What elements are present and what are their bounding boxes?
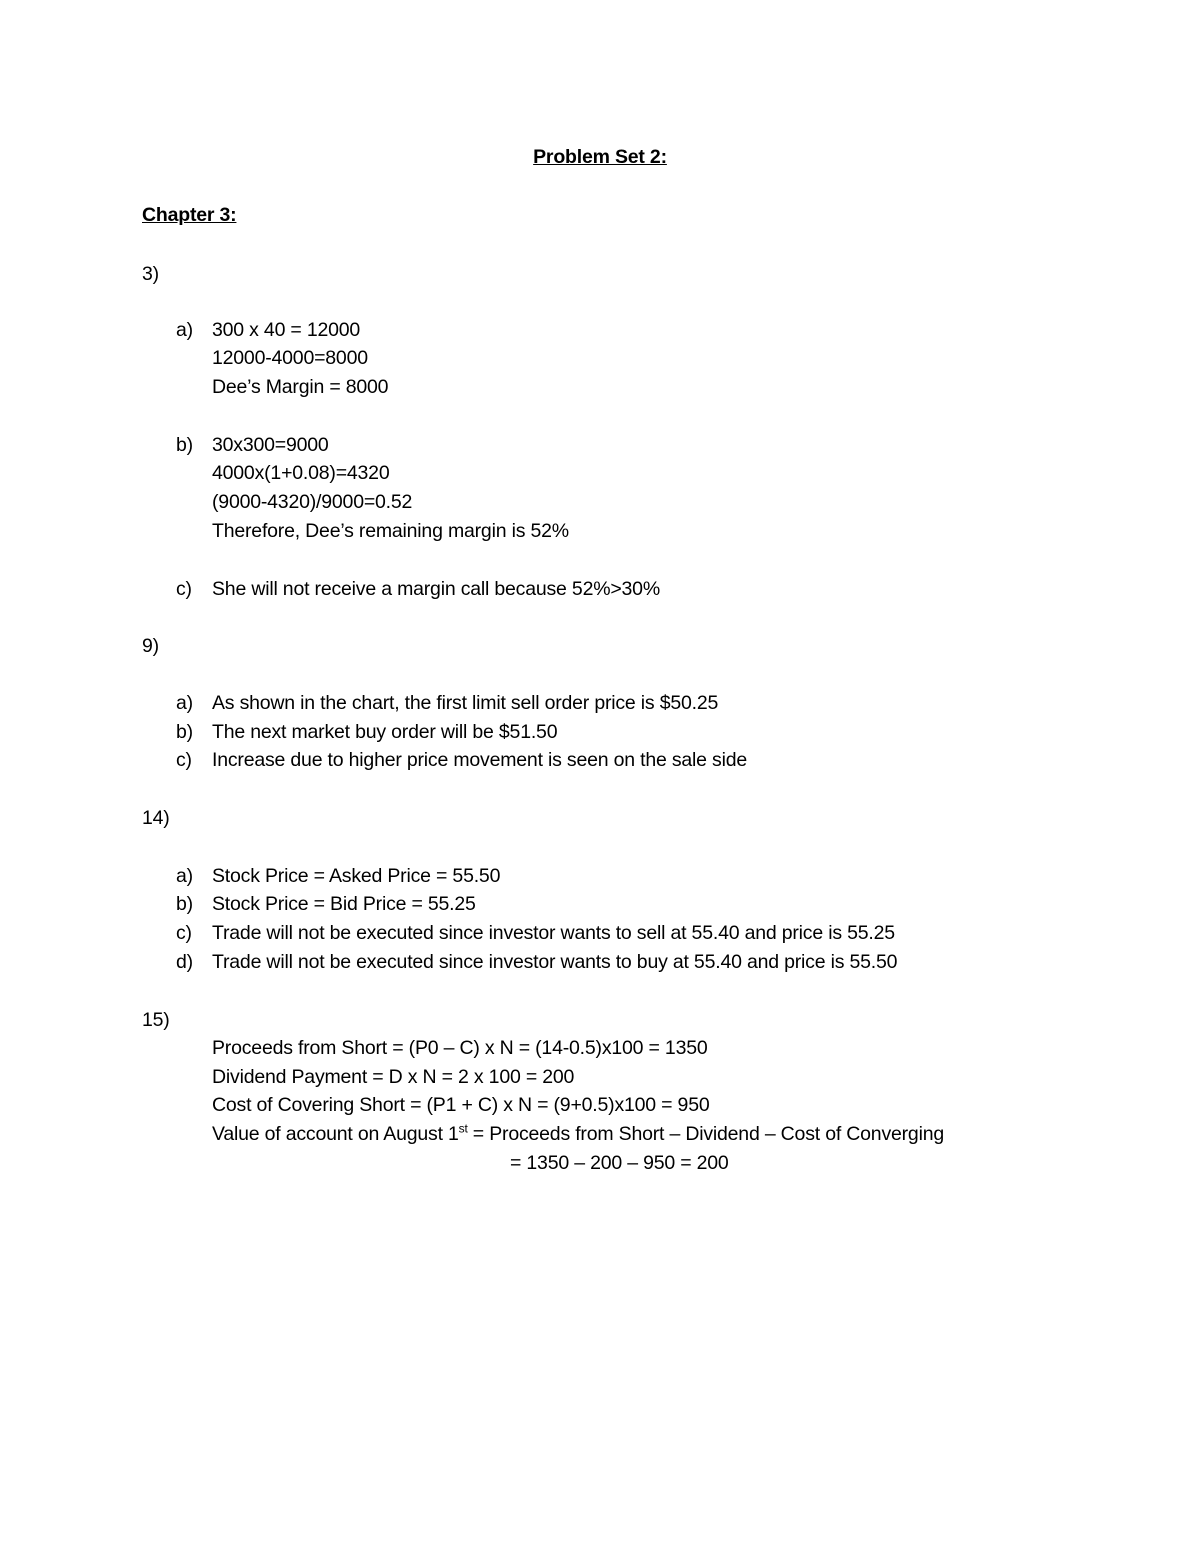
q14-item-text: Stock Price = Bid Price = 55.25 — [212, 893, 476, 915]
q14-item-text: Trade will not be executed since investor wants to sell at 55.40 and price is 55.25 — [212, 922, 895, 944]
q3-b-line: 30x300=9000 — [212, 434, 329, 456]
q15-value-suffix: = Proceeds from Short – Dividend – Cost of Converging — [467, 1123, 944, 1145]
q14-item-text: Trade will not be executed since investor wants to buy at 55.40 and price is 55.50 — [212, 951, 898, 973]
question-9-number: 9) — [142, 635, 159, 657]
q3-b-line: 4000x(1+0.08)=4320 — [212, 462, 390, 484]
q9-item-marker: c) — [176, 749, 192, 771]
q14-item-marker: d) — [176, 951, 193, 973]
q15-proceeds-line: Proceeds from Short = (P0 – C) x N = (14-0.5)x100 = 1350 — [212, 1037, 708, 1059]
q14-item-text: Stock Price = Asked Price = 55.50 — [212, 865, 501, 887]
q3-c-marker: c) — [176, 578, 192, 600]
q3-c-line: She will not receive a margin call because 52%>30% — [212, 578, 660, 600]
q9-item-text: The next market buy order will be $51.50 — [212, 721, 558, 743]
q3-a-marker: a) — [176, 319, 193, 341]
page-title: Problem Set 2: — [533, 146, 667, 168]
q14-item-marker: a) — [176, 865, 193, 887]
q15-value-result: = 1350 – 200 – 950 = 200 — [510, 1152, 729, 1174]
q9-item-marker: a) — [176, 692, 193, 714]
q14-item-marker: b) — [176, 893, 193, 915]
chapter-heading: Chapter 3: — [142, 204, 237, 226]
q15-value-superscript: st — [458, 1121, 468, 1136]
q3-a-line: 12000-4000=8000 — [212, 347, 368, 369]
q14-item-marker: c) — [176, 922, 192, 944]
question-15-number: 15) — [142, 1009, 170, 1031]
q15-dividend-line: Dividend Payment = D x N = 2 x 100 = 200 — [212, 1066, 575, 1088]
question-14-number: 14) — [142, 807, 170, 829]
q3-a-line: 300 x 40 = 12000 — [212, 319, 361, 341]
q15-value-prefix: Value of account on August 1 — [212, 1123, 459, 1145]
q3-b-line: Therefore, Dee’s remaining margin is 52% — [212, 520, 569, 542]
q9-item-text: Increase due to higher price movement is seen on the sale side — [212, 749, 747, 771]
q3-b-line: (9000-4320)/9000=0.52 — [212, 491, 413, 513]
q15-cost-line: Cost of Covering Short = (P1 + C) x N = (9+0.5)x100 = 950 — [212, 1094, 710, 1116]
q3-a-line: Dee’s Margin = 8000 — [212, 376, 389, 398]
q9-item-marker: b) — [176, 721, 193, 743]
q9-item-text: As shown in the chart, the first limit sell order price is $50.25 — [212, 692, 719, 714]
q3-b-marker: b) — [176, 434, 193, 456]
q15-value-line — [212, 1122, 944, 1146]
question-3-number: 3) — [142, 263, 159, 285]
